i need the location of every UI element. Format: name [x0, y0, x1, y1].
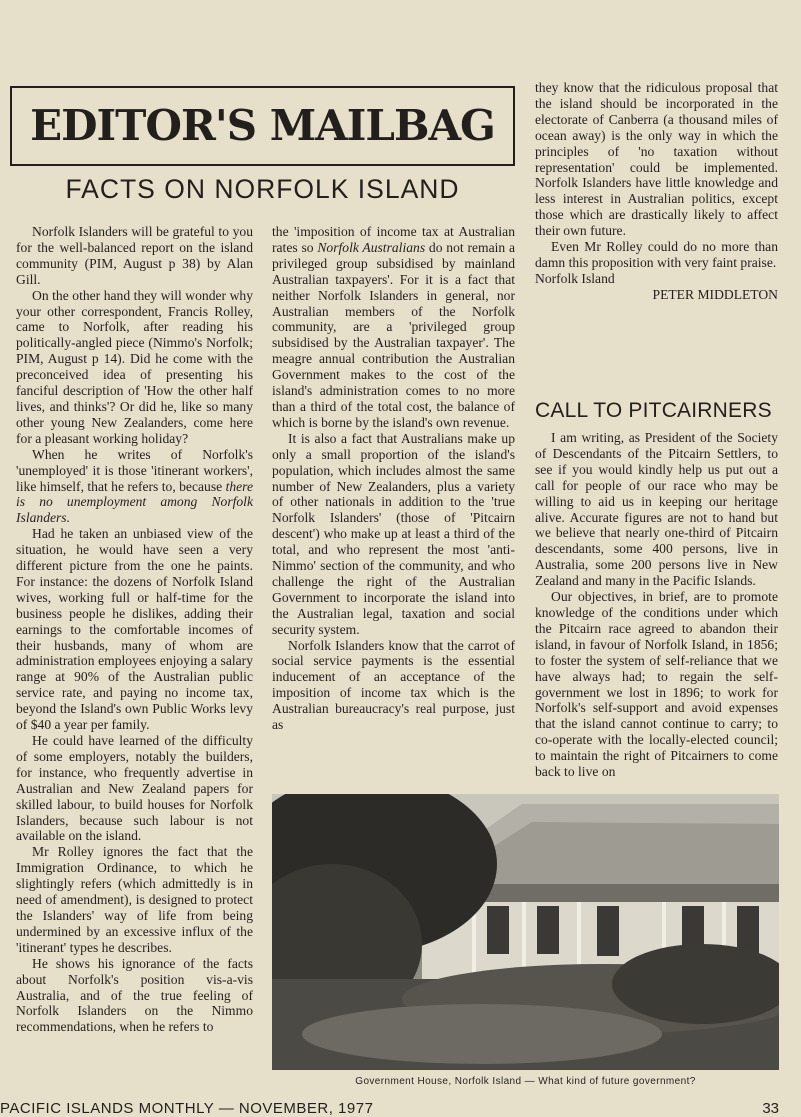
- masthead-title: EDITOR'S MAILBAG: [30, 101, 495, 150]
- paragraph: they know that the ridiculous proposal that the island should be incorporated in the electorate of Canberra (a thousand miles of ocean away) is the only way in which the principles of 'no taxation without representation' could be implemented. Norfolk Islanders have little knowledge and less interest in Australian politics, except those which are drastically likely to affect their own future.: [535, 80, 778, 239]
- paragraph: Norfolk Islanders know that the carrot of social service payments is the essential inducement of an acceptance of the imposition of income tax which is the Australian bureaucracy's real purpose, just as: [272, 637, 515, 733]
- letter-headline: FACTS ON NORFOLK ISLAND: [65, 174, 460, 204]
- paragraph: I am writing, as President of the Society of Descendants of the Pitcairn Settlers, to see if you would kindly help us put out a call for people of our race who may be willing to aid us in keeping our heritage alive. Accurate figures are not to hand but we believe that nearly one-third of Pitcairn descendants, some 400 persons, live in Australia, some 200 persons live in New Zealand and many in the Pacific Islands.: [535, 430, 778, 589]
- government-house-photo: [272, 794, 779, 1070]
- paragraph: He shows his ignorance of the facts about Norfolk's position vis-a-vis Australia, and of the true feeling of Norfolk Islanders on the Nimmo recommendations, when he refers to: [16, 955, 253, 1035]
- paragraph: [272, 224, 515, 431]
- paragraph: Norfolk Islanders will be grateful to you for the well-balanced report on the island community (PIM, August p 38) by Alan Gill.: [16, 224, 253, 287]
- paragraph: Our objectives, in brief, are to promote knowledge of the conditions under which the Pitcairn race agreed to abandon their island, in favour of Norfolk Island, in 1856; to foster the system of self-reliance that we have always had; to regain the self-government we lost in 1896; to work for Norfolk's self-support and avoid expenses that the island cannot continue to carry; to co-operate with the locally-elected council; to maintain the right of Pitcairners to come back to live on: [535, 589, 778, 780]
- signature-name: PETER MIDDLETON: [652, 286, 778, 302]
- italic-text: there is no unemployment among Norfolk Islanders.: [16, 478, 254, 526]
- column-1: [16, 224, 253, 1035]
- paragraph: [16, 447, 253, 527]
- photo-caption: Government House, Norfolk Island — What kind of future government?: [355, 1076, 696, 1087]
- paragraph: He could have learned of the difficulty of some employers, notably the builders, for instance, who frequently advertise in Australian and New Zealand papers for skilled labour, to build houses for Norfolk Islanders, because such labour is not available on the island.: [16, 733, 253, 844]
- letter-headline: CALL TO PITCAIRNERS: [535, 399, 772, 422]
- column-3-letter-end: [535, 80, 778, 303]
- publication-footer: PACIFIC ISLANDS MONTHLY — NOVEMBER, 1977: [0, 1100, 374, 1117]
- paragraph: Had he taken an unbiased view of the situation, he would have seen a very different picture from the one he paints. For instance: the dozens of Norfolk Island wives, working full or half-time for the business people he dislikes, adding their earnings to the comfortable incomes of their husbands, many of whom are administration employees enjoying a salary range at 90% of the Australian public service rate, and paying no income tax, beyond the Island's own Public Works levy of $40 a year per family.: [16, 526, 253, 733]
- signature-place: Norfolk Island: [535, 270, 615, 286]
- paragraph-text: When he writes of Norfolk's 'unemployed' it is those 'itinerant workers', like himself, that he refers to, because: [16, 446, 253, 494]
- page-number: 33: [762, 1100, 779, 1117]
- paragraph-text: do not remain a privileged group subsidised by mainland Australian taxpayers'. For it is a fact that neither Norfolk Islanders in general, nor Australian members of the Norfolk community, are a 'privileged group subsidised by the Australian taxpayer'. The meagre annual contribution the Australian Government makes to the cost of the island's administration comes to no more than a third of the total cost, the balance of which is borne by the island's own revenue.: [272, 239, 516, 430]
- paragraph: Mr Rolley ignores the fact that the Immigration Ordinance, to which he slightingly refers (which admittedly is in need of amendment), is designed to protect the Islanders' way of life from being undermined by an excessive influx of the 'itinerant' types he describes.: [16, 844, 253, 955]
- paragraph-text: the 'imposition of income tax at Australian rates so: [272, 224, 515, 255]
- paragraph: It is also a fact that Australians make up only a small proportion of the island's population, which includes almost the same number of New Zealanders, plus a variety of other nationals in addition to the 'true Norfolk Islanders' (those of 'Pitcairn descent') who make up at least a third of the total, and who represent the most 'anti-Nimmo' section of the community, and who challenge the right of the Australian Government to incorporate the island into the Australian legal, taxation and social security system.: [272, 430, 515, 637]
- paragraph: Even Mr Rolley could do no more than damn this proposition with very faint praise.: [535, 239, 778, 270]
- column-3-pitcairn-letter: [535, 398, 778, 780]
- paragraph: On the other hand they will wonder why your other correspondent, Francis Rolley, came to Norfolk, after reading his politically-angled piece (Nimmo's Norfolk; PIM, August p 14). Did he come with the preconceived idea of presenting his fanciful description of 'How the other half lives, and thinks'? Or did he, like so many other young New Zealanders, come here for a pleasant working holiday?: [16, 287, 253, 446]
- column-2: [272, 224, 515, 733]
- masthead-box: [10, 86, 515, 166]
- italic-text: Norfolk Australians: [317, 239, 426, 255]
- house-illustration: [272, 794, 779, 1070]
